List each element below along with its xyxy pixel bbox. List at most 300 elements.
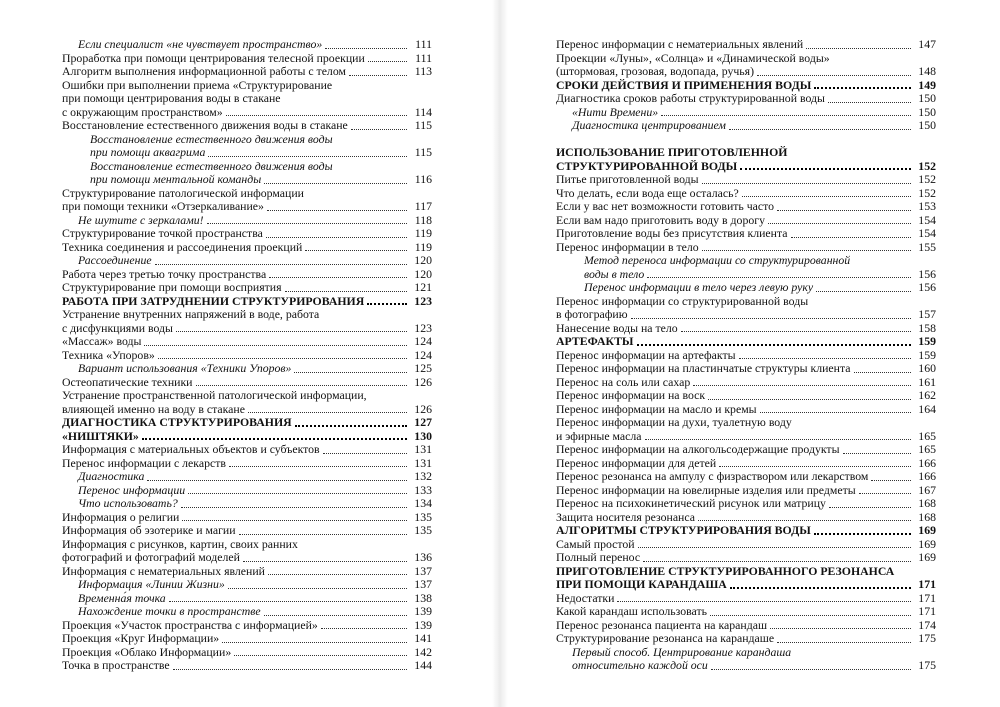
- toc-entry[interactable]: [556, 484, 936, 498]
- dot-leader: [188, 493, 407, 494]
- dot-leader: [729, 129, 911, 130]
- toc-page-number: 115: [414, 118, 432, 132]
- toc-entry[interactable]: [556, 295, 936, 309]
- toc-entry-title: Проекции «Луны», «Солнца» и «Динамической воды»: [556, 50, 830, 65]
- toc-entry-title: Информация с рисунков, картин, своих ранних: [62, 536, 298, 551]
- toc-entry[interactable]: [556, 362, 936, 376]
- toc-section-heading[interactable]: [556, 524, 936, 538]
- dot-leader: [693, 385, 911, 386]
- toc-entry-title: Диагностика сроков работы структурированной воды: [556, 91, 825, 105]
- dot-leader: [816, 291, 911, 292]
- dot-leader: [142, 438, 407, 440]
- toc-entry-title: Перенос информации для детей: [556, 455, 717, 470]
- toc-entry[interactable]: [62, 227, 432, 241]
- toc-entry[interactable]: [556, 497, 936, 511]
- dot-leader: [349, 75, 407, 76]
- toc-entry[interactable]: [556, 403, 936, 417]
- toc-entry-title: Защита носителя резонанса: [556, 509, 695, 524]
- toc-page-number: 150: [918, 104, 936, 119]
- toc-section-heading[interactable]: [556, 335, 936, 349]
- toc-entry[interactable]: [556, 511, 936, 525]
- toc-entry[interactable]: [556, 254, 936, 268]
- toc-entry-title: Какой карандаш использовать: [556, 604, 707, 618]
- toc-page-number: 149: [918, 77, 936, 92]
- toc-page-number: 158: [918, 320, 936, 335]
- toc-entry-title: Информация с материальных объектов и субъектов: [62, 442, 320, 456]
- dot-leader: [777, 642, 911, 643]
- dot-leader: [770, 628, 911, 629]
- dot-leader: [158, 358, 407, 359]
- toc-entry-title: Питье приготовленной воды: [556, 172, 699, 186]
- toc-entry[interactable]: [556, 349, 936, 363]
- dot-leader: [182, 520, 407, 521]
- toc-entry[interactable]: [556, 322, 936, 336]
- toc-entry-title: Диагностика центрированием: [572, 118, 726, 132]
- toc-entry-title: ИСПОЛЬЗОВАНИЕ ПРИГОТОВЛЕННОЙ: [556, 145, 788, 159]
- dot-leader: [768, 223, 911, 224]
- toc-entry-title: Информация с нематериальных явлений: [62, 563, 265, 578]
- toc-entry-title: Ошибки при выполнении приема «Структурирование: [62, 77, 333, 92]
- toc-page-number: 125: [414, 361, 432, 375]
- toc-entry-title: Точка в пространстве: [62, 658, 170, 672]
- toc-page-number: 166: [918, 469, 936, 483]
- toc-entry-title: (штормовая, грозовая, водопада, ручья): [556, 64, 755, 78]
- toc-entry[interactable]: [62, 187, 432, 201]
- toc-entry[interactable]: [62, 241, 432, 255]
- dot-leader: [351, 129, 407, 130]
- toc-page-number: 126: [414, 401, 432, 416]
- toc-entry-title: Если вам надо приготовить воду в дорогу: [556, 212, 765, 227]
- toc-entry[interactable]: [62, 146, 432, 160]
- toc-entry-title: воды в тело: [584, 266, 645, 281]
- dot-leader: [226, 115, 407, 116]
- toc-page-number: 113: [414, 64, 432, 78]
- dot-leader: [295, 425, 407, 427]
- toc-entry[interactable]: [556, 200, 936, 214]
- toc-entry-title: Если специалист «не чувствует пространство»: [78, 37, 323, 51]
- toc-entry-title: Метод переноса информации со структурированной: [584, 253, 851, 267]
- toc-left-column: [62, 38, 432, 673]
- toc-entry[interactable]: [556, 416, 936, 430]
- toc-entry-title: Перенос информации на ювелирные изделия или предметы: [556, 482, 856, 497]
- toc-entry-title: Перенос информации со структурированной воды: [556, 293, 809, 308]
- toc-page-number: 168: [918, 509, 936, 524]
- toc-entry-title: Перенос резонанса пациента на карандаш: [556, 617, 768, 632]
- toc-entry-title: Техника «Упоров»: [62, 347, 155, 362]
- toc-entry[interactable]: [62, 659, 432, 673]
- toc-entry[interactable]: [556, 389, 936, 403]
- toc-entry[interactable]: [62, 200, 432, 214]
- toc-entry-title: СТРУКТУРИРОВАННОЙ ВОДЫ: [556, 158, 738, 173]
- toc-entry[interactable]: [62, 376, 432, 390]
- section-gap: [556, 133, 936, 147]
- toc-entry-title: Диагностика: [78, 469, 145, 483]
- toc-page-number: 116: [414, 172, 432, 186]
- dot-leader: [144, 345, 407, 346]
- toc-entry-title: Устранение внутренних напряжений в воде, работа: [62, 307, 320, 321]
- dot-leader: [325, 48, 407, 49]
- toc-entry-title: Алгоритм выполнения информационной работы с телом: [62, 64, 346, 78]
- dot-leader: [155, 264, 407, 265]
- toc-entry-title: Техника соединения и рассоединения проекций: [62, 239, 303, 254]
- dot-leader: [645, 439, 911, 440]
- toc-page-number: 164: [918, 401, 936, 416]
- toc-page-number: 150: [918, 91, 936, 105]
- dot-leader: [266, 237, 407, 238]
- toc-section-heading[interactable]: [556, 160, 936, 174]
- toc-entry-title: Устранение пространственной патологической информации,: [62, 388, 367, 402]
- dot-leader: [757, 75, 911, 76]
- toc-page-number: 152: [918, 172, 936, 186]
- toc-entry[interactable]: [556, 241, 936, 255]
- toc-section-heading[interactable]: [62, 295, 432, 309]
- dot-leader: [637, 344, 911, 346]
- toc-entry[interactable]: [62, 335, 432, 349]
- toc-entry[interactable]: [62, 497, 432, 511]
- toc-entry-title: в фотографию: [556, 307, 628, 321]
- toc-page-number: 124: [414, 334, 432, 348]
- toc-page-number: 132: [414, 469, 432, 483]
- toc-entry-title: фотографий и фотографий моделей: [62, 550, 240, 564]
- toc-page-number: 139: [414, 617, 432, 632]
- toc-entry-title: Информация «Линии Жизни»: [78, 577, 225, 591]
- toc-page-number: 147: [918, 37, 936, 51]
- toc-entry[interactable]: [62, 457, 432, 471]
- toc-entry[interactable]: [556, 65, 936, 79]
- toc-entry-title: Перенос информации в тело: [556, 239, 699, 254]
- toc-page-number: 114: [414, 104, 432, 119]
- dot-leader: [229, 466, 407, 467]
- toc-entry[interactable]: [556, 227, 936, 241]
- toc-entry[interactable]: [62, 92, 432, 106]
- toc-entry[interactable]: [62, 214, 432, 228]
- dot-leader: [147, 480, 407, 481]
- toc-entry-title: с дисфункциями воды: [62, 320, 173, 335]
- toc-entry-title: Перенос информации с лекарств: [62, 455, 226, 470]
- toc-page-number: 154: [918, 212, 936, 227]
- dot-leader: [321, 628, 407, 629]
- dot-leader: [739, 358, 911, 359]
- toc-entry-title: Приготовление воды без присутствия клиента: [556, 226, 788, 240]
- dot-leader: [181, 507, 407, 508]
- toc-entry[interactable]: [62, 646, 432, 660]
- dot-leader: [234, 655, 407, 656]
- dot-leader: [222, 642, 407, 643]
- dot-leader: [814, 87, 911, 89]
- dot-leader: [661, 115, 911, 116]
- dot-leader: [207, 223, 407, 224]
- toc-entry-title: и эфирные масла: [556, 428, 642, 443]
- toc-entry[interactable]: [556, 268, 936, 282]
- toc-entry[interactable]: [62, 254, 432, 268]
- toc-page-number: 156: [918, 280, 936, 294]
- toc-entry[interactable]: [62, 632, 432, 646]
- toc-entry[interactable]: [556, 592, 936, 606]
- toc-section-heading[interactable]: [62, 416, 432, 430]
- dot-leader: [228, 588, 407, 589]
- dot-leader: [239, 534, 407, 535]
- toc-entry[interactable]: [62, 484, 432, 498]
- toc-page-number: 169: [918, 523, 936, 537]
- toc-entry[interactable]: [62, 308, 432, 322]
- toc-page-number: 144: [414, 658, 432, 672]
- toc-page-number: 127: [414, 415, 432, 429]
- toc-page-number: 171: [918, 577, 936, 591]
- toc-entry[interactable]: [62, 389, 432, 403]
- toc-entry-title: АЛГОРИТМЫ СТРУКТУРИРОВАНИЯ ВОДЫ: [556, 523, 811, 537]
- toc-entry-title: Структурирование при помощи восприятия: [62, 280, 282, 294]
- toc-page-number: 152: [918, 185, 936, 200]
- toc-entry-title: Перенос информации с нематериальных явлений: [556, 37, 804, 51]
- dot-leader: [814, 533, 911, 535]
- toc-entry[interactable]: [556, 376, 936, 390]
- toc-page-number: 156: [918, 266, 936, 281]
- toc-entry[interactable]: [62, 52, 432, 66]
- toc-entry[interactable]: [556, 470, 936, 484]
- toc-entry[interactable]: [62, 133, 432, 147]
- toc-entry[interactable]: [556, 632, 936, 646]
- toc-entry-title: Перенос информации на артефакты: [556, 347, 736, 362]
- toc-entry[interactable]: [62, 551, 432, 565]
- toc-page-number: 174: [918, 617, 936, 632]
- toc-entry-title: ДИАГНОСТИКА СТРУКТУРИРОВАНИЯ: [62, 415, 292, 429]
- dot-leader: [294, 372, 407, 373]
- toc-entry-title: Первый способ. Центрирование карандаша: [572, 644, 792, 659]
- toc-entry-title: Перенос на соль или сахар: [556, 374, 691, 389]
- toc-entry[interactable]: [62, 470, 432, 484]
- right-page: [500, 0, 1000, 707]
- dot-leader: [264, 615, 407, 616]
- toc-entry-title: Рассоединение: [78, 253, 152, 267]
- dot-leader: [719, 466, 911, 467]
- dot-leader: [777, 210, 911, 211]
- toc-page-number: 141: [414, 631, 432, 645]
- dot-leader: [643, 561, 911, 562]
- toc-entry[interactable]: [556, 214, 936, 228]
- toc-entry[interactable]: [556, 38, 936, 52]
- toc-entry-title: Проекция «Участок пространства с информацией»: [62, 617, 318, 632]
- toc-entry-title: «НИШТЯКИ»: [62, 428, 139, 443]
- toc-entry[interactable]: [62, 403, 432, 417]
- dot-leader: [702, 183, 911, 184]
- toc-entry[interactable]: [62, 79, 432, 93]
- toc-section-heading[interactable]: [556, 146, 936, 160]
- dot-leader: [681, 331, 911, 332]
- dot-leader: [248, 412, 407, 413]
- toc-entry[interactable]: [62, 349, 432, 363]
- toc-entry-title: ПРИГОТОВЛЕНИЕ СТРУКТУРИРОВАННОГО РЕЗОНАНСА: [556, 563, 895, 578]
- toc-page-number: 118: [414, 212, 432, 227]
- toc-entry-title: Вариант использования «Техники Упоров»: [78, 361, 292, 375]
- toc-entry[interactable]: [62, 511, 432, 525]
- dot-leader: [710, 615, 911, 616]
- toc-entry[interactable]: [556, 619, 936, 633]
- dot-leader: [702, 250, 911, 251]
- dot-leader: [631, 318, 911, 319]
- dot-leader: [742, 196, 911, 197]
- toc-entry-title: «Нити Времени»: [572, 104, 659, 119]
- toc-entry-title: Восстановление естественного движения воды: [90, 158, 333, 173]
- toc-entry[interactable]: [556, 92, 936, 106]
- toc-entry[interactable]: [62, 538, 432, 552]
- toc-entry[interactable]: [62, 443, 432, 457]
- dot-leader: [176, 331, 407, 332]
- toc-entry[interactable]: [556, 106, 936, 120]
- dot-leader: [269, 277, 407, 278]
- toc-page-number: 131: [414, 455, 432, 470]
- toc-page-number: 155: [918, 239, 936, 254]
- toc-entry-title: Если у вас нет возможности готовить часто: [556, 199, 775, 213]
- toc-entry[interactable]: [62, 578, 432, 592]
- toc-entry-title: РАБОТА ПРИ ЗАТРУДНЕНИИ СТРУКТУРИРОВАНИЯ: [62, 293, 365, 308]
- dot-leader: [638, 547, 911, 548]
- toc-entry[interactable]: [62, 565, 432, 579]
- toc-page-number: 148: [918, 64, 936, 78]
- toc-entry[interactable]: [62, 173, 432, 187]
- toc-page-number: 111: [415, 37, 432, 51]
- toc-entry-title: Перенос резонанса на ампулу с физраствором или лекарством: [556, 469, 869, 483]
- toc-entry-title: Полный перенос: [556, 550, 641, 564]
- toc-page-number: 162: [918, 388, 936, 402]
- toc-entry-title: Проекция «Круг Информации»: [62, 631, 220, 645]
- toc-entry-title: влияющей именно на воду в стакане: [62, 401, 245, 416]
- dot-leader: [285, 291, 407, 292]
- toc-entry-title: Структурирование точкой пространства: [62, 226, 263, 240]
- toc-entry-title: Самый простой: [556, 536, 635, 551]
- toc-entry[interactable]: [62, 605, 432, 619]
- toc-entry-title: относительно каждой оси: [572, 658, 708, 672]
- toc-entry[interactable]: [62, 65, 432, 79]
- toc-page-number: 166: [918, 455, 936, 470]
- toc-entry-title: при помощи техники «Отзеркаливание»: [62, 199, 264, 213]
- toc-page-number: 124: [414, 347, 432, 362]
- dot-leader: [740, 168, 911, 170]
- toc-page-number: 175: [918, 631, 936, 645]
- toc-entry[interactable]: [556, 308, 936, 322]
- dot-leader: [859, 493, 911, 494]
- toc-entry[interactable]: [556, 173, 936, 187]
- dot-leader: [196, 385, 408, 386]
- toc-entry[interactable]: [556, 605, 936, 619]
- dot-leader: [208, 156, 407, 157]
- toc-entry-title: при помощи аквагрима: [90, 145, 206, 159]
- toc-page-number: 153: [918, 199, 936, 213]
- toc-page-number: 135: [414, 509, 432, 524]
- toc-page-number: 142: [414, 644, 432, 659]
- toc-entry-title: Не шутите с зеркалами!: [78, 212, 204, 227]
- toc-entry-title: Проработка при помощи центрирования телесной проекции: [62, 50, 365, 65]
- toc-entry[interactable]: [62, 619, 432, 633]
- toc-page-number: 161: [918, 374, 936, 389]
- toc-page-number: 165: [918, 442, 936, 456]
- dot-leader: [267, 210, 407, 211]
- toc-entry-title: Перенос информации на алкогольсодержащие продукты: [556, 442, 840, 456]
- toc-entry[interactable]: [62, 592, 432, 606]
- toc-page-number: 130: [414, 428, 432, 443]
- toc-page-number: 171: [918, 590, 936, 605]
- toc-entry[interactable]: [556, 281, 936, 295]
- toc-entry[interactable]: [556, 52, 936, 66]
- toc-page-number: 157: [918, 307, 936, 321]
- toc-section-heading[interactable]: [556, 578, 936, 592]
- toc-entry-title: Что использовать?: [78, 496, 178, 510]
- toc-entry-title: Информация об эзотерике и магии: [62, 523, 236, 537]
- toc-entry-title: Структурирование резонанса на карандаше: [556, 631, 775, 645]
- toc-entry[interactable]: [556, 538, 936, 552]
- toc-entry-title: Недостатки: [556, 590, 615, 605]
- toc-page-number: 136: [414, 550, 432, 564]
- toc-entry[interactable]: [62, 524, 432, 538]
- dot-leader: [367, 303, 407, 305]
- toc-entry-title: Восстановление естественного движения воды: [90, 131, 333, 146]
- dot-leader: [871, 480, 911, 481]
- toc-page-number: 159: [918, 347, 936, 362]
- toc-page-number: 169: [918, 536, 936, 551]
- toc-page-number: 167: [918, 482, 936, 497]
- toc-page-number: 175: [918, 658, 936, 672]
- toc-section-heading[interactable]: [556, 79, 936, 93]
- toc-page-number: 137: [414, 563, 432, 578]
- toc-entry-title: Проекция «Облако Информации»: [62, 644, 232, 659]
- toc-page-number: 150: [918, 118, 936, 132]
- toc-page-number: 120: [414, 253, 432, 267]
- toc-entry[interactable]: [556, 443, 936, 457]
- toc-entry-title: АРТЕФАКТЫ: [556, 334, 634, 348]
- dot-leader: [843, 453, 911, 454]
- toc-entry[interactable]: [556, 430, 936, 444]
- dot-leader: [791, 237, 912, 238]
- toc-page-number: 171: [918, 604, 936, 618]
- dot-leader: [828, 102, 911, 103]
- toc-entry[interactable]: [62, 106, 432, 120]
- dot-leader: [323, 453, 407, 454]
- toc-page-number: 134: [414, 496, 432, 510]
- toc-entry[interactable]: [556, 457, 936, 471]
- toc-page-number: 120: [414, 266, 432, 281]
- toc-page-number: 117: [414, 199, 432, 213]
- toc-entry-title: Перенос информации на пластинчатые структуры клиента: [556, 361, 851, 375]
- toc-section-heading[interactable]: [556, 565, 936, 579]
- toc-page-number: 133: [414, 482, 432, 497]
- toc-entry[interactable]: [62, 322, 432, 336]
- dot-leader: [760, 412, 911, 413]
- toc-entry[interactable]: [556, 659, 936, 673]
- toc-entry[interactable]: [62, 268, 432, 282]
- toc-entry-title: Структурирование патологической информации: [62, 185, 304, 200]
- toc-entry[interactable]: [62, 362, 432, 376]
- dot-leader: [243, 561, 407, 562]
- toc-entry-title: Перенос информации на масло и кремы: [556, 401, 757, 416]
- toc-entry[interactable]: [556, 646, 936, 660]
- toc-page-number: 126: [414, 374, 432, 389]
- toc-section-heading[interactable]: [62, 430, 432, 444]
- toc-entry-title: Остеопатические техники: [62, 374, 193, 389]
- dot-leader: [617, 601, 911, 602]
- toc-entry[interactable]: [556, 187, 936, 201]
- toc-page-number: 111: [415, 50, 432, 65]
- toc-entry[interactable]: [62, 119, 432, 133]
- dot-leader: [708, 399, 911, 400]
- toc-page-number: 154: [918, 226, 936, 240]
- toc-page-number: 137: [414, 577, 432, 591]
- toc-entry[interactable]: [62, 38, 432, 52]
- toc-entry-title: СРОКИ ДЕЙСТВИЯ И ПРИМЕНЕНИЯ ВОДЫ: [556, 77, 812, 92]
- toc-entry[interactable]: [62, 281, 432, 295]
- toc-entry[interactable]: [556, 119, 936, 133]
- toc-entry-title: «Массаж» воды: [62, 334, 142, 348]
- toc-entry[interactable]: [62, 160, 432, 174]
- toc-entry[interactable]: [556, 551, 936, 565]
